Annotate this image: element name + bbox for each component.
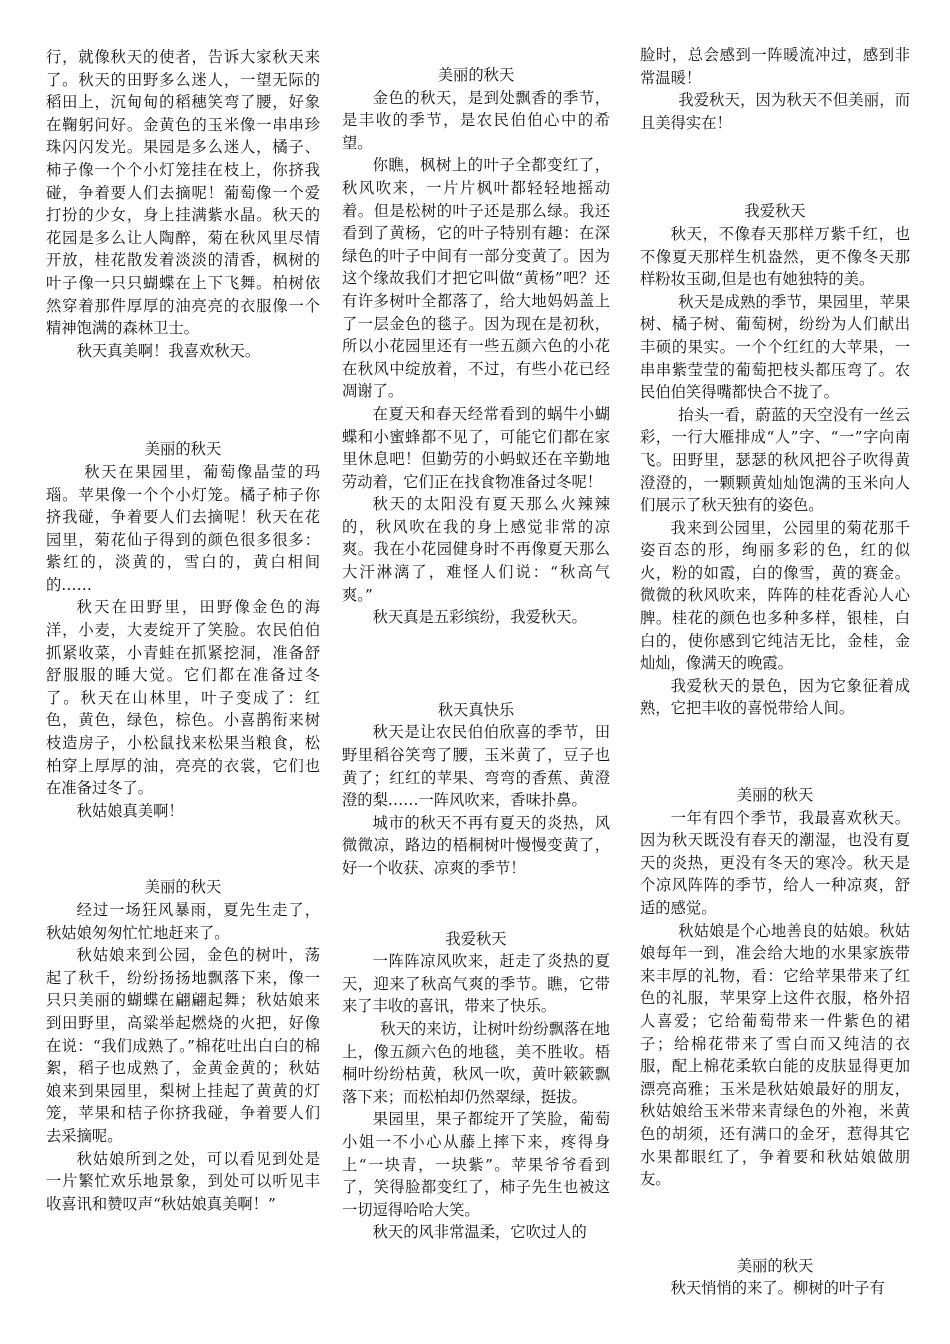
paragraph: 在夏天和春天经常看到的蜗牛小蝴蝶和小蜜蜂都不见了，可能它们都在家里休息吧！但勤劳的小蚂蚁还在辛勤地劳动着，它们正在找食物准备过冬呢！ — [342, 404, 610, 491]
paragraph: 秋天悄悄的来了。柳树的叶子有 — [670, 1279, 885, 1298]
paragraph: 抬头一看，蔚蓝的天空没有一丝云彩，一行大雁排成“人”字、“一”字向南飞。田野里，瑟瑟的秋风把谷子吹得黄澄澄的，一颗颗黄灿灿饱满的玉米向人们展示了秋天独有的姿色。 — [640, 405, 910, 515]
paragraph: 秋天是成熟的季节，果园里，苹果树、橘子树、葡萄树，纷纷为人们献出丰硕的果实。一个个红红的大苹果，一串串紫莹莹的葡萄把枝头都压弯了。农民伯伯笑得嘴都快合不拢了。 — [640, 292, 910, 402]
paragraph: 你瞧，枫树上的叶子全都变红了，秋风吹来，一片片枫叶都轻轻地摇动着。但是松树的叶子还是那么绿。我还看到了黄杨，它的叶子特别有趣：在深绿色的叶子中间有一部分变黄了。因为这个缘故我们才把它叫做“黄杨”吧？还有许多树叶全都落了，给大地妈妈盖上了一层金色的毯子。因为现在是初秋，所以小花园里还有一些五颜六色的小花在秋风中绽放着，不过，有些小花已经凋谢了。 — [342, 156, 610, 401]
paragraph: 秋姑娘是个心地善良的姑娘。秋姑娘每年一到，准会给大地的水果家族带来丰厚的礼物，看：它给苹果带来了红色的礼服，苹果穿上这件衣服，格外招人喜爱；它给葡萄带来一件紫色的裙子；给棉花带来了雪白而又纯洁的衣服，配上棉花柔软白能的皮肤显得更加漂亮高雅；玉米是秋姑娘最好的朋友，秋姑娘给玉米带来青绿色的外袍，米黄色的胡须，还有满口的金牙，惹得其它水果都眼红了，争着要和秋姑娘做朋友。 — [640, 921, 910, 1189]
essay-title: 美丽的秋天 — [736, 1256, 814, 1275]
paragraph: 秋天在田野里，田野像金色的海洋，小麦，大麦绽开了笑脸。农民伯伯抓紧收菜，小青蛙在抓紧挖洞，准备舒舒服服的睡大觉。它们都在准备过冬了。秋天在山林里，叶子变成了：红色，黄色，绿色，棕色。小喜鹊衔来树枝造房子，小松鼠找来松果当粮食，松柏穿上厚厚的油，亮亮的衣裳，它们也在准备过冬了。 — [46, 598, 320, 798]
essay-title: 美丽的秋天 — [144, 878, 222, 897]
essay-title: 美丽的秋天 — [437, 66, 515, 84]
paragraph: 秋天，不像春天那样万紫千红，也不像夏天那样生机盎然，更不像冬天那样粉妆玉砌,但是也有她独特的美。 — [640, 224, 910, 289]
paragraph: 秋天在果园里，葡萄像晶莹的玛瑙。苹果像一个个小灯笼。橘子柿子你挤我碰，争着要人们去摘呢！秋天在花园里，菊花仙子得到的颜色很多很多：紫红的，淡黄的，雪白的，黄白相间的…… — [46, 462, 320, 594]
paragraph: 一年有四个季节，我最喜欢秋天。因为秋天既没有春天的潮湿，也没有夏天的炎热，更没有冬天的寒冷。秋天是个凉风阵阵的季节，给人一种凉爽，舒适的感觉。 — [640, 808, 910, 917]
paragraph: 秋天真是五彩缤纷，我爱秋天。 — [372, 608, 587, 627]
column-middle — [342, 64, 610, 1344]
paragraph: 秋天真美啊！我喜欢秋天。 — [76, 341, 261, 360]
paragraph: 果园里，果子都绽开了笑脸，葡萄小姐一不小心从藤上摔下来，疼得身上“一块青，一块紫”。苹果爷爷看到了，笑得脸都变红了，柿子先生也被这一切逗得哈哈大笑。 — [342, 1110, 610, 1219]
paragraph: 脸时，总会感到一阵暖流冲过，感到非常温暖！ — [640, 46, 910, 87]
essay-title: 秋天真快乐 — [437, 700, 515, 719]
paragraph: 秋姑娘来到公园，金色的树叶，荡起了秋千，纷纷扬扬地飘落下来，像一只只美丽的蝴蝶在翩翩起舞；秋姑娘来到田野里，高粱举起燃烧的火把，好像在说：“我们成熟了。”棉花吐出白白的棉絮，稻子也成熟了，金黄金黄的；秋姑娘来到果园里，梨树上挂起了黄黄的灯笼，苹果和桔子你挤我碰，争着要人们去采摘呢。 — [46, 946, 320, 1145]
paragraph: 行，就像秋天的使者，告诉大家秋天来了。秋天的田野多么迷人，一望无际的稻田上，沉甸甸的稻穗笑弯了腰，好象在鞠躬问好。金黄色的玉米像一串串珍珠闪闪发光。果园是多么迷人，橘子、柿子像一个个小灯笼挂在枝上，你挤我碰，争着要人们去摘呢！葡萄像一个爱打扮的少女，身上挂满紫水晶。秋天的花园是多么让人陶醉，菊在秋风里尽情开放，桂花散发着淡淡的清香，枫树的叶子像一只只蝴蝶在上下飞舞。柏树依然穿着那件厚厚的油亮亮的衣服像一个精神饱满的森林卫士。 — [46, 48, 320, 338]
essay-title: 美丽的秋天 — [144, 440, 222, 459]
paragraph: 我爱秋天的景色，因为它象征着成熟，它把丰收的喜悦带给人间。 — [640, 676, 910, 718]
paragraph: 我爱秋天，因为秋天不但美丽，而且美得实在！ — [640, 91, 910, 132]
paragraph: 金色的秋天，是到处飘香的季节，是丰收的季节，是农民伯伯心中的希望。 — [342, 88, 610, 152]
paragraph: 经过一场狂风暴雨，夏先生走了，秋姑娘匆匆忙忙地赶来了。 — [46, 901, 320, 942]
paragraph: 秋天的风非常温柔，它吹过人的 — [372, 1223, 587, 1242]
essay-title: 我爱秋天 — [744, 202, 806, 221]
column-right — [640, 44, 910, 1344]
essay-title: 我爱秋天 — [445, 929, 507, 948]
paragraph: 我来到公园里，公园里的菊花那千姿百态的形，绚丽多彩的色，红的似火，粉的如霞，白的像雪，黄的赛金。微微的秋风吹来，阵阵的桂花香沁人心脾。桂花的颜色也多种多样，银桂，白白的，使你感到它纯洁无比，金桂，金灿灿，像满天的晚霞。 — [640, 518, 910, 673]
essay-title: 美丽的秋天 — [736, 786, 814, 805]
paragraph: 城市的秋天不再有夏天的炎热，风微微凉，路边的梧桐树叶慢慢变黄了，好一个收获、凉爽的季节！ — [342, 813, 610, 877]
paragraph: 秋姑娘所到之处，可以看见到处是一片繁忙欢乐地景象，到处可以听见丰收喜讯和赞叹声“秋姑娘真美啊！” — [46, 1149, 320, 1213]
paragraph: 一阵阵凉风吹来，赶走了炎热的夏天，迎来了秋高气爽的季节。瞧，它带来了丰收的喜讯，带来了快乐。 — [342, 952, 610, 1016]
column-left — [46, 46, 320, 1344]
paragraph: 秋天的来访，让树叶纷纷飘落在地上，像五颜六色的地毯，美不胜收。梧桐叶纷纷枯黄，秋风一吹，黄叶簌簌飘落下来；而松柏却仍然翠绿，挺拔。 — [342, 1019, 610, 1106]
paragraph: 秋天的太阳没有夏天那么火辣辣的，秋风吹在我的身上感觉非常的凉爽。我在小花园健身时不再像夏天那么大汗淋漓了，难怪人们说：“秋高气爽。” — [342, 495, 610, 604]
paragraph: 秋天是让农民伯伯欣喜的季节，田野里稻谷笑弯了腰，玉米黄了，豆子也黄了；红红的苹果、弯弯的香蕉、黄澄澄的梨……一阵风吹来，香味扑鼻。 — [342, 723, 610, 810]
paragraph: 秋姑娘真美啊！ — [76, 801, 184, 820]
